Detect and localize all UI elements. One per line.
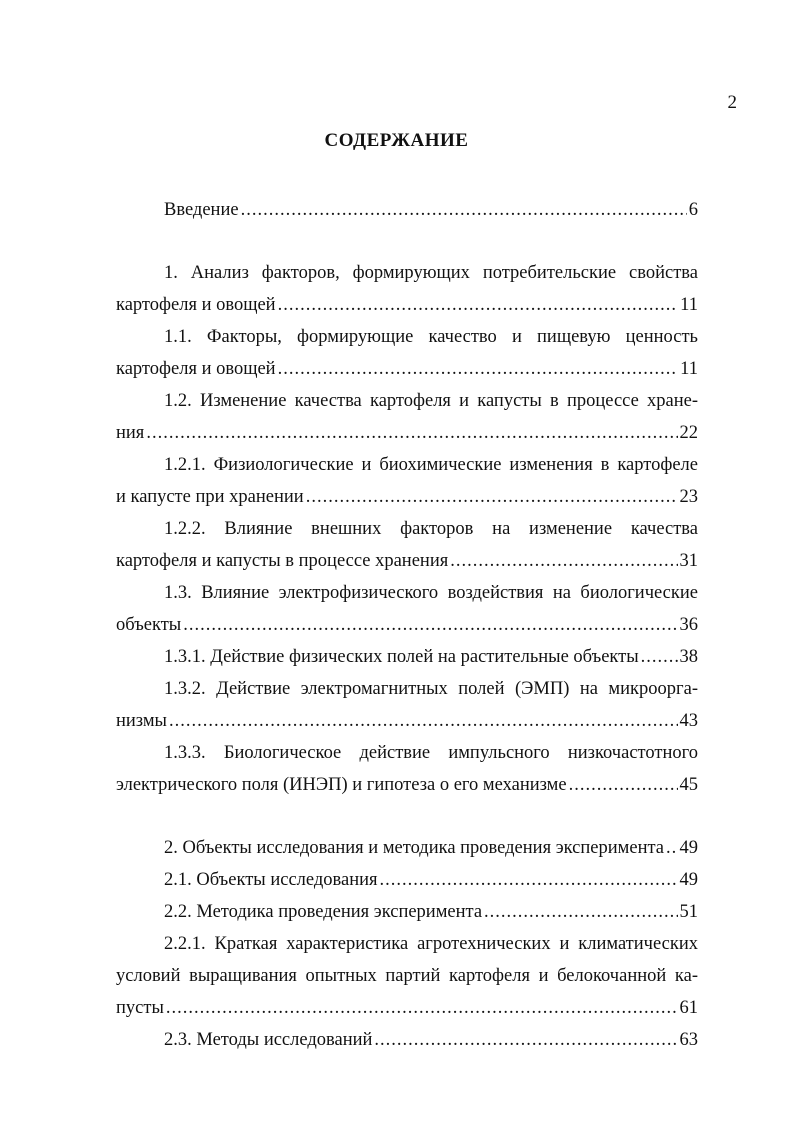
toc-entry [116, 385, 698, 449]
toc-entry-text: 1.3.3. Биологическое действие импульсного низкочастотного [164, 743, 698, 763]
toc-entry-text: картофеля и капусты в процессе хранения [116, 551, 449, 571]
toc-entry [116, 832, 698, 864]
dot-leader [166, 992, 678, 1024]
toc-page-number: 11 [680, 295, 698, 315]
dot-leader [278, 289, 679, 321]
dot-leader [183, 609, 677, 641]
toc-page-number: 31 [679, 551, 698, 571]
toc-entry [116, 737, 698, 801]
toc-entry-text: 1.3. Влияние электрофизического воздействия на биологические [164, 583, 698, 603]
toc-entry-text: 2.2. Методика проведения эксперимента [164, 902, 483, 922]
toc-page-number: 11 [680, 359, 698, 379]
dot-leader [450, 545, 677, 577]
toc-entry [116, 1024, 698, 1056]
toc-entry [116, 641, 698, 673]
toc-entry-text: 1.2.1. Физиологические и биохимические изменения в картофеле [164, 455, 698, 475]
toc-entry-text: электрического поля (ИНЭП) и гипотеза о его механизме [116, 775, 567, 795]
toc-entry-text: 2.2.1. Краткая характеристика агротехнических и климатических [164, 934, 698, 954]
toc-entry [116, 864, 698, 896]
dot-leader [484, 896, 677, 928]
toc-entry [116, 577, 698, 641]
dot-leader [241, 194, 687, 226]
toc-entry-text: 1.3.1. Действие физических полей на растительные объекты [164, 647, 639, 667]
toc-entry [116, 321, 698, 385]
toc-entry [116, 673, 698, 737]
toc-entry-text: условий выращивания опытных партий картофеля и белокочанной ка- [116, 966, 698, 986]
toc-page-number: 61 [679, 998, 698, 1018]
dot-leader [146, 417, 677, 449]
toc-entry-text: 1.2. Изменение качества картофеля и капусты в процессе хране- [164, 391, 698, 411]
toc-entry [116, 257, 698, 321]
page-number: 2 [727, 92, 737, 113]
toc-page-number: 63 [679, 1030, 698, 1050]
toc-entry-text: 2.3. Методы исследований [164, 1030, 373, 1050]
toc-page-number: 49 [679, 870, 698, 890]
toc-entry-text: Введение [164, 200, 239, 220]
toc-page-number: 38 [679, 647, 698, 667]
toc-entry-text: объекты [116, 615, 182, 635]
toc-entry-text: пусты [116, 998, 164, 1018]
toc-entry [116, 449, 698, 513]
toc-entry-text: ния [116, 423, 145, 443]
toc-entry [116, 928, 698, 1024]
dot-leader [306, 481, 678, 513]
toc-entry-text: 1.1. Факторы, формирующие качество и пищевую ценность [164, 327, 698, 347]
toc-entry-text: 1. Анализ факторов, формирующих потребительские свойства [164, 263, 698, 283]
toc-entry-text: 1.2.2. Влияние внешних факторов на изменение качества [164, 519, 698, 539]
toc-page-number: 49 [679, 838, 698, 858]
dot-leader [641, 641, 678, 673]
table-of-contents [116, 194, 698, 1056]
toc-entry-text: и капусте при хранении [116, 487, 304, 507]
dot-leader [380, 864, 678, 896]
toc-entry-text: 2.1. Объекты исследования [164, 870, 378, 890]
toc-entry [116, 513, 698, 577]
toc-entry-text: 1.3.2. Действие электромагнитных полей (ЭМП) на микроорга- [164, 679, 698, 699]
dot-leader [169, 705, 678, 737]
toc-entry [116, 194, 698, 226]
toc-page-number: 51 [679, 902, 698, 922]
toc-entry-text: картофеля и овощей [116, 359, 276, 379]
dot-leader [569, 769, 678, 801]
dot-leader [278, 353, 679, 385]
toc-entry [116, 896, 698, 928]
toc-page-number: 36 [679, 615, 698, 635]
toc-page-number: 6 [688, 200, 698, 220]
toc-entry-text: 2. Объекты исследования и методика проведения эксперимента [164, 838, 664, 858]
dot-leader [666, 832, 678, 864]
dot-leader [374, 1024, 677, 1056]
toc-page-number: 43 [679, 711, 698, 731]
toc-entry-text: низмы [116, 711, 167, 731]
toc-page-number: 45 [679, 775, 698, 795]
toc-page-number: 23 [679, 487, 698, 507]
toc-page-number: 22 [679, 423, 698, 443]
page-title: СОДЕРЖАНИЕ [324, 130, 469, 151]
toc-entry-text: картофеля и овощей [116, 295, 276, 315]
